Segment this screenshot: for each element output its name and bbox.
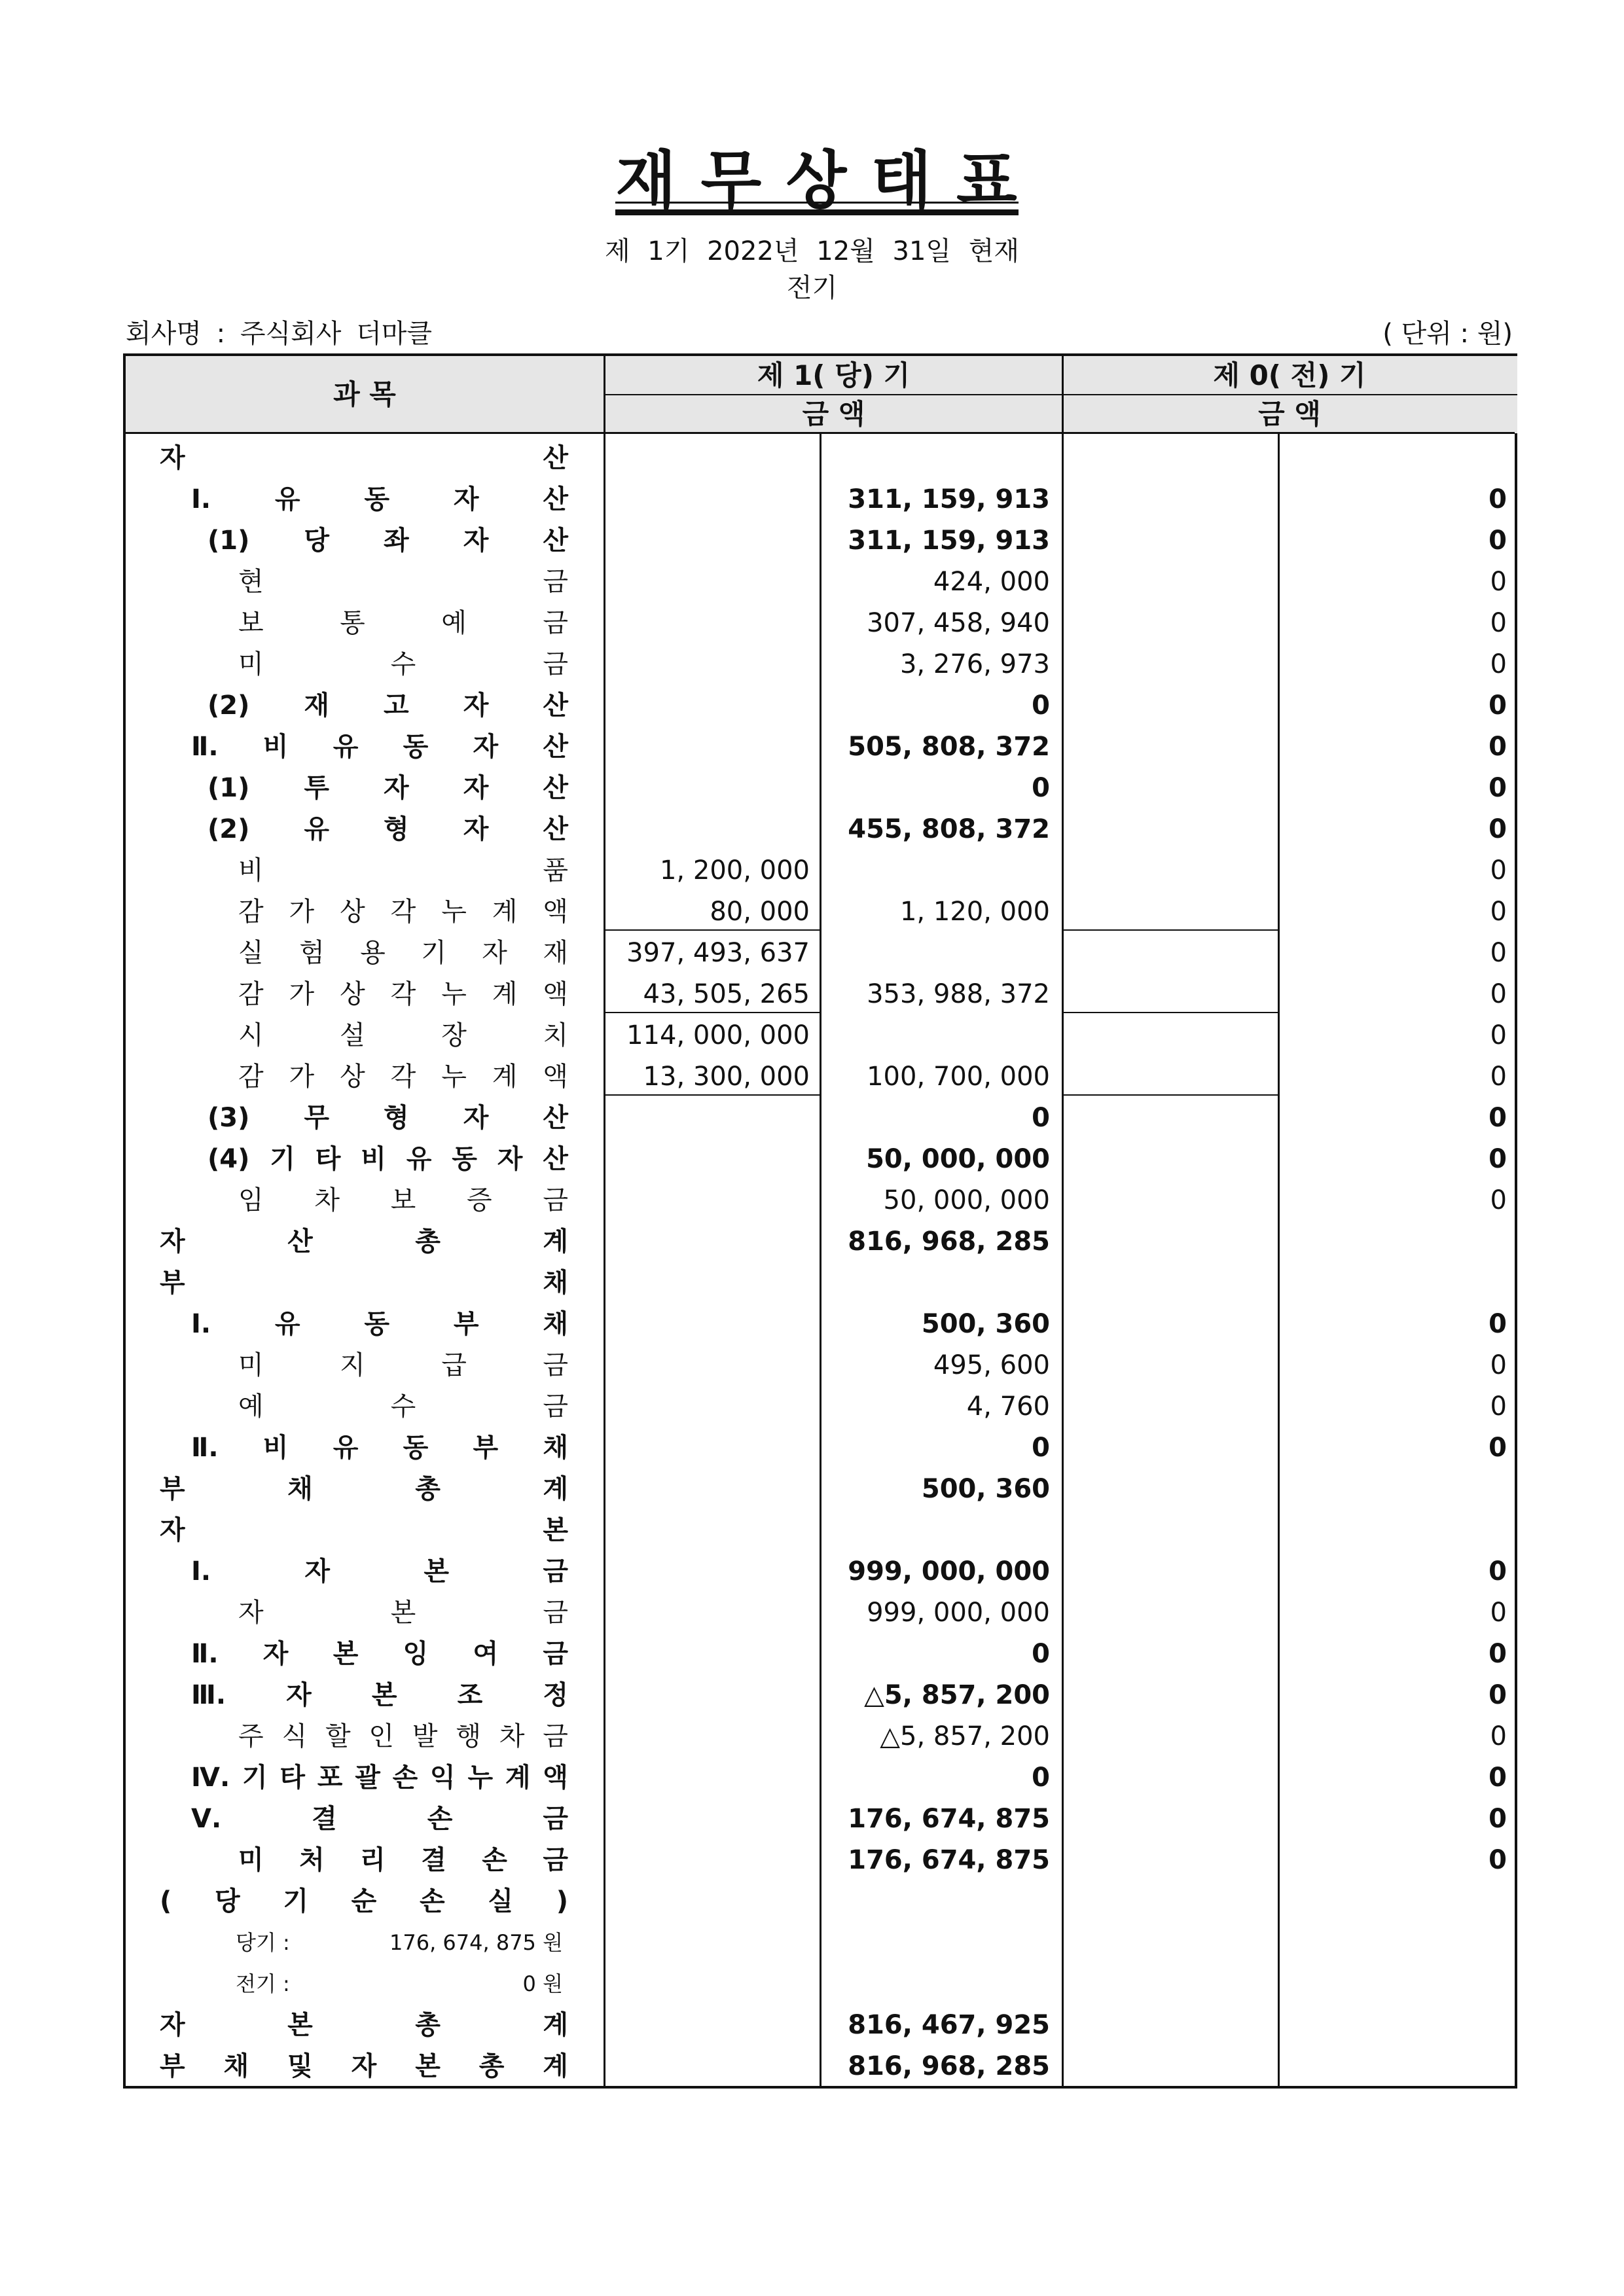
table-row: [126, 1098, 1515, 1139]
table-row: [126, 809, 1515, 850]
table-row: [126, 1345, 1515, 1386]
previous-amount: 0: [1490, 1350, 1507, 1380]
table-row: [126, 1964, 1515, 2005]
previous-amount: 0: [1489, 691, 1507, 721]
title: 재 무 상 태 표: [615, 144, 1019, 217]
note-value: 0 원: [522, 1971, 563, 1996]
previous-amount: 0: [1490, 1721, 1507, 1751]
row-label: 미 지 급 금: [238, 1350, 568, 1380]
table-row: [126, 1304, 1515, 1345]
current-amount: 176, 674, 875: [848, 1804, 1050, 1834]
previous-amount: 0: [1489, 732, 1507, 762]
header-current-amount: 금 액: [802, 398, 865, 430]
table-row: [126, 1263, 1515, 1304]
current-amount: 0: [1032, 691, 1050, 721]
current-amount: 176, 674, 875: [848, 1845, 1050, 1875]
current-amount: 307, 458, 940: [867, 608, 1050, 638]
previous-amount: 0: [1489, 1433, 1507, 1463]
header-previous-amount: 금 액: [1258, 398, 1321, 430]
row-label: 주 식 할 인 발 행 차 금: [238, 1721, 568, 1751]
current-sub-amount: 43, 505, 265: [643, 979, 810, 1009]
previous-amount: 0: [1489, 1144, 1507, 1174]
previous-amount: 0: [1490, 1391, 1507, 1422]
row-label: (3) 무 형 자 산: [208, 1103, 568, 1133]
table-row: [126, 1510, 1515, 1551]
table-row: [126, 479, 1515, 520]
current-sub-amount: 80, 000: [710, 897, 810, 927]
note-value: 176, 674, 875 원: [389, 1930, 563, 1955]
row-label: 임 차 보 증 금: [238, 1185, 568, 1215]
current-amount: 0: [1032, 773, 1050, 803]
current-amount: 500, 360: [921, 1474, 1050, 1504]
table-row: [126, 520, 1515, 562]
row-label: Ⅱ. 비 유 동 자 산: [191, 732, 568, 762]
current-amount: 50, 000, 000: [866, 1144, 1050, 1174]
table-row: [126, 1139, 1515, 1180]
previous-amount: 0: [1489, 1763, 1507, 1793]
table-row: [126, 726, 1515, 768]
current-amount: 455, 808, 372: [848, 814, 1050, 844]
row-label: ( 당 기 순 손 실 ): [160, 1886, 568, 1916]
previous-amount: 0: [1489, 1309, 1507, 1339]
row-label: 자 산: [160, 443, 568, 473]
table-row: [126, 1180, 1515, 1221]
table-row: [126, 2005, 1515, 2046]
current-sub-amount: 114, 000, 000: [626, 1020, 810, 1050]
row-label: Ⅳ. 기 타 포 괄 손 익 누 계 액: [191, 1763, 568, 1793]
current-amount: 500, 360: [921, 1309, 1050, 1339]
row-label: Ⅴ. 결 손 금: [191, 1804, 568, 1834]
row-label: 미 처 리 결 손 금: [238, 1845, 568, 1875]
table-row: [126, 1056, 1515, 1098]
current-amount: 999, 000, 000: [867, 1598, 1050, 1628]
previous-label: 전기: [786, 273, 838, 303]
table-row: [126, 1427, 1515, 1469]
header-previous-period: 제 0( 전) 기: [1213, 359, 1366, 391]
current-amount: 100, 700, 000: [867, 1062, 1050, 1092]
row-label: 감 가 상 각 누 계 액: [238, 897, 568, 927]
previous-amount: 0: [1489, 484, 1507, 514]
row-label: 예 수 금: [238, 1391, 568, 1422]
previous-amount: 0: [1490, 897, 1507, 927]
current-amount: 816, 968, 285: [848, 2051, 1050, 2081]
row-label: Ⅲ. 자 본 조 정: [191, 1680, 568, 1710]
row-label: 자 본 금: [238, 1598, 568, 1628]
row-label: Ⅰ. 유 동 자 산: [191, 484, 568, 514]
row-label: 실 험 용 기 자 재: [238, 938, 568, 968]
row-label: (1) 당 좌 자 산: [208, 526, 568, 556]
current-amount: 424, 000: [933, 567, 1050, 597]
table-row: [126, 1386, 1515, 1427]
current-sub-amount: 13, 300, 000: [643, 1062, 810, 1092]
previous-amount: 0: [1490, 1185, 1507, 1215]
table-row: [126, 562, 1515, 603]
header-subject: 과 목: [333, 378, 396, 410]
table-row: [126, 1675, 1515, 1716]
previous-amount: 0: [1490, 649, 1507, 679]
current-amount: 816, 968, 285: [848, 1227, 1050, 1257]
unit-label: ( 단위 : 원): [1382, 319, 1513, 349]
table-row: [126, 1221, 1515, 1263]
current-amount: 311, 159, 913: [848, 484, 1050, 514]
current-amount: △5, 857, 200: [880, 1721, 1050, 1751]
row-label: Ⅱ. 자 본 잉 여 금: [191, 1639, 568, 1669]
previous-amount: 0: [1490, 855, 1507, 886]
previous-amount: 0: [1490, 938, 1507, 968]
row-label: 비 품: [238, 855, 568, 886]
current-amount: 505, 808, 372: [848, 732, 1050, 762]
row-label: 부 채: [160, 1268, 568, 1298]
period: 제 1기 2022년 12월 31일 현재: [604, 236, 1020, 266]
table-row: [126, 1840, 1515, 1881]
current-amount: 495, 600: [933, 1350, 1050, 1380]
table-row: [126, 438, 1515, 479]
table-row: [126, 1922, 1515, 1964]
table-row: [126, 1015, 1515, 1056]
row-label: 보 통 예 금: [238, 608, 568, 638]
title-underline-thick: [615, 209, 1019, 215]
table-row: [126, 1634, 1515, 1675]
table-row: [126, 1592, 1515, 1634]
row-label: Ⅰ. 유 동 부 채: [191, 1309, 568, 1339]
previous-amount: 0: [1489, 814, 1507, 844]
previous-amount: 0: [1489, 1804, 1507, 1834]
row-label: 자 본: [160, 1515, 568, 1545]
header-current-period: 제 1( 당) 기: [757, 359, 911, 391]
previous-amount: 0: [1490, 979, 1507, 1009]
current-amount: 50, 000, 000: [883, 1185, 1050, 1215]
previous-amount: 0: [1490, 1062, 1507, 1092]
company-name: 회사명 : 주식회사 더마클: [126, 319, 433, 349]
row-label: 자 본 총 계: [160, 2010, 568, 2040]
table-row: [126, 933, 1515, 974]
current-amount: 0: [1032, 1639, 1050, 1669]
current-amount: 3, 276, 973: [899, 649, 1050, 679]
row-label: 감 가 상 각 누 계 액: [238, 979, 568, 1009]
row-label: (2) 유 형 자 산: [208, 814, 568, 844]
current-amount: 0: [1032, 1763, 1050, 1793]
previous-amount: 0: [1490, 1020, 1507, 1050]
current-sub-amount: 397, 493, 637: [626, 938, 810, 968]
table-row: [126, 1716, 1515, 1757]
previous-amount: 0: [1489, 1556, 1507, 1587]
row-label: (2) 재 고 자 산: [208, 691, 568, 721]
table-row: [126, 1799, 1515, 1840]
current-sub-amount: 1, 200, 000: [659, 855, 810, 886]
current-amount: 999, 000, 000: [848, 1556, 1050, 1587]
note-label: 당기 :: [236, 1930, 290, 1955]
row-label: 미 수 금: [238, 649, 568, 679]
row-label: 부 채 총 계: [160, 1474, 568, 1504]
previous-amount: 0: [1490, 608, 1507, 638]
table-row: [126, 850, 1515, 891]
previous-amount: 0: [1489, 773, 1507, 803]
current-amount: 353, 988, 372: [867, 979, 1050, 1009]
previous-amount: 0: [1489, 1845, 1507, 1875]
row-label: (1) 투 자 자 산: [208, 773, 568, 803]
previous-amount: 0: [1489, 526, 1507, 556]
current-amount: 4, 760: [966, 1391, 1050, 1422]
previous-amount: 0: [1489, 1103, 1507, 1133]
current-amount: 311, 159, 913: [848, 526, 1050, 556]
row-label: 현 금: [238, 567, 568, 597]
previous-amount: 0: [1489, 1639, 1507, 1669]
current-amount: 816, 467, 925: [848, 2010, 1050, 2040]
table-row: [126, 2046, 1515, 2087]
previous-amount: 0: [1490, 1598, 1507, 1628]
row-label: 부 채 및 자 본 총 계: [160, 2051, 568, 2081]
row-label: Ⅰ. 자 본 금: [191, 1556, 568, 1587]
previous-amount: 0: [1489, 1680, 1507, 1710]
current-amount: 1, 120, 000: [899, 897, 1050, 927]
table-row: [126, 1881, 1515, 1922]
table-row: [126, 1757, 1515, 1799]
table-row: [126, 891, 1515, 933]
note-label: 전기 :: [236, 1971, 290, 1996]
row-label: 자 산 총 계: [160, 1227, 568, 1257]
current-amount: △5, 857, 200: [864, 1680, 1050, 1710]
table-row: [126, 644, 1515, 685]
table-row: [126, 974, 1515, 1015]
balance-sheet-table: [123, 353, 1517, 2089]
row-label: 감 가 상 각 누 계 액: [238, 1062, 568, 1092]
table-row: [126, 1469, 1515, 1510]
table-row: [126, 1551, 1515, 1592]
title-underline: [615, 202, 1019, 204]
current-amount: 0: [1032, 1103, 1050, 1133]
row-label: (4) 기 타 비 유 동 자 산: [208, 1144, 568, 1174]
table-row: [126, 603, 1515, 644]
table-row: [126, 685, 1515, 726]
table-row: [126, 768, 1515, 809]
current-amount: 0: [1032, 1433, 1050, 1463]
row-label: Ⅱ. 비 유 동 부 채: [191, 1433, 568, 1463]
previous-amount: 0: [1490, 567, 1507, 597]
row-label: 시 설 장 치: [238, 1020, 568, 1050]
